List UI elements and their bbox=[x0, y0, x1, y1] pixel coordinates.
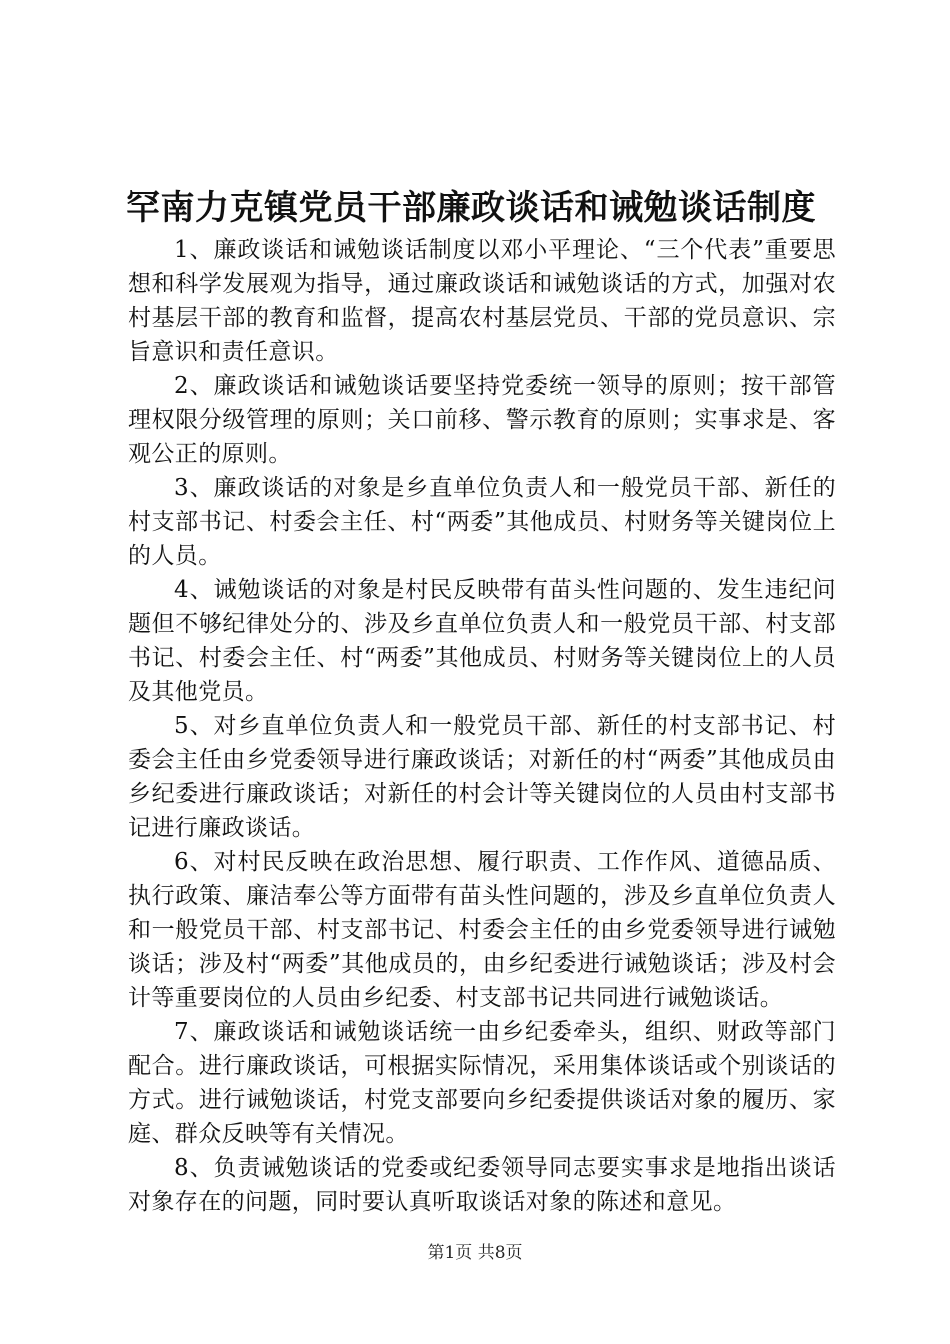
paragraph-5: 5、对乡直单位负责人和一般党员干部、新任的村支部书记、村委会主任由乡党委领导进行廉政谈话；对新任的村“两委”其他成员由乡纪委进行廉政谈话；对新任的村会计等关键岗位的人员由村支部书记进行廉政谈话。 bbox=[128, 713, 836, 841]
paragraph-6: 6、对村民反映在政治思想、履行职责、工作作风、道德品质、执行政策、廉洁奉公等方面带有苗头性问题的，涉及乡直单位负责人和一般党员干部、村支部书记、村委会主任的由乡党委领导进行诫勉谈话；涉及村“两委”其他成员的，由乡纪委进行诫勉谈话；涉及村会计等重要岗位的人员由乡纪委、村支部书记共同进行诫勉谈话。 bbox=[128, 849, 836, 1011]
paragraph-1: 1、廉政谈话和诫勉谈话制度以邓小平理论、“三个代表”重要思想和科学发展观为指导，通过廉政谈话和诫勉谈话的方式，加强对农村基层干部的教育和监督，提高农村基层党员、干部的党员意识、宗旨意识和责任意识。 bbox=[128, 237, 836, 365]
paragraph-7: 7、廉政谈话和诫勉谈话统一由乡纪委牵头，组织、财政等部门配合。进行廉政谈话，可根据实际情况，采用集体谈话或个别谈话的方式。进行诫勉谈话，村党支部要向乡纪委提供谈话对象的履历、家庭、群众反映等有关情况。 bbox=[128, 1019, 836, 1147]
paragraph-4: 4、诫勉谈话的对象是村民反映带有苗头性问题的、发生违纪问题但不够纪律处分的、涉及乡直单位负责人和一般党员干部、村支部书记、村委会主任、村“两委”其他成员、村财务等关键岗位上的人员及其他党员。 bbox=[128, 577, 836, 705]
page-number: 第1页 共8页 bbox=[427, 1243, 523, 1263]
document-title: 罕南力克镇党员干部廉政谈话和诫勉谈话制度 bbox=[126, 188, 816, 228]
paragraph-3: 3、廉政谈话的对象是乡直单位负责人和一般党员干部、新任的村支部书记、村委会主任、村“两委”其他成员、村财务等关键岗位上的人员。 bbox=[128, 475, 836, 569]
paragraph-8: 8、负责诫勉谈话的党委或纪委领导同志要实事求是地指出谈话对象存在的问题，同时要认真听取谈话对象的陈述和意见。 bbox=[128, 1155, 836, 1215]
paragraph-2: 2、廉政谈话和诫勉谈话要坚持党委统一领导的原则；按干部管理权限分级管理的原则；关口前移、警示教育的原则；实事求是、客观公正的原则。 bbox=[128, 373, 836, 467]
page-footer bbox=[0, 1241, 950, 1265]
document-body bbox=[128, 233, 836, 1219]
